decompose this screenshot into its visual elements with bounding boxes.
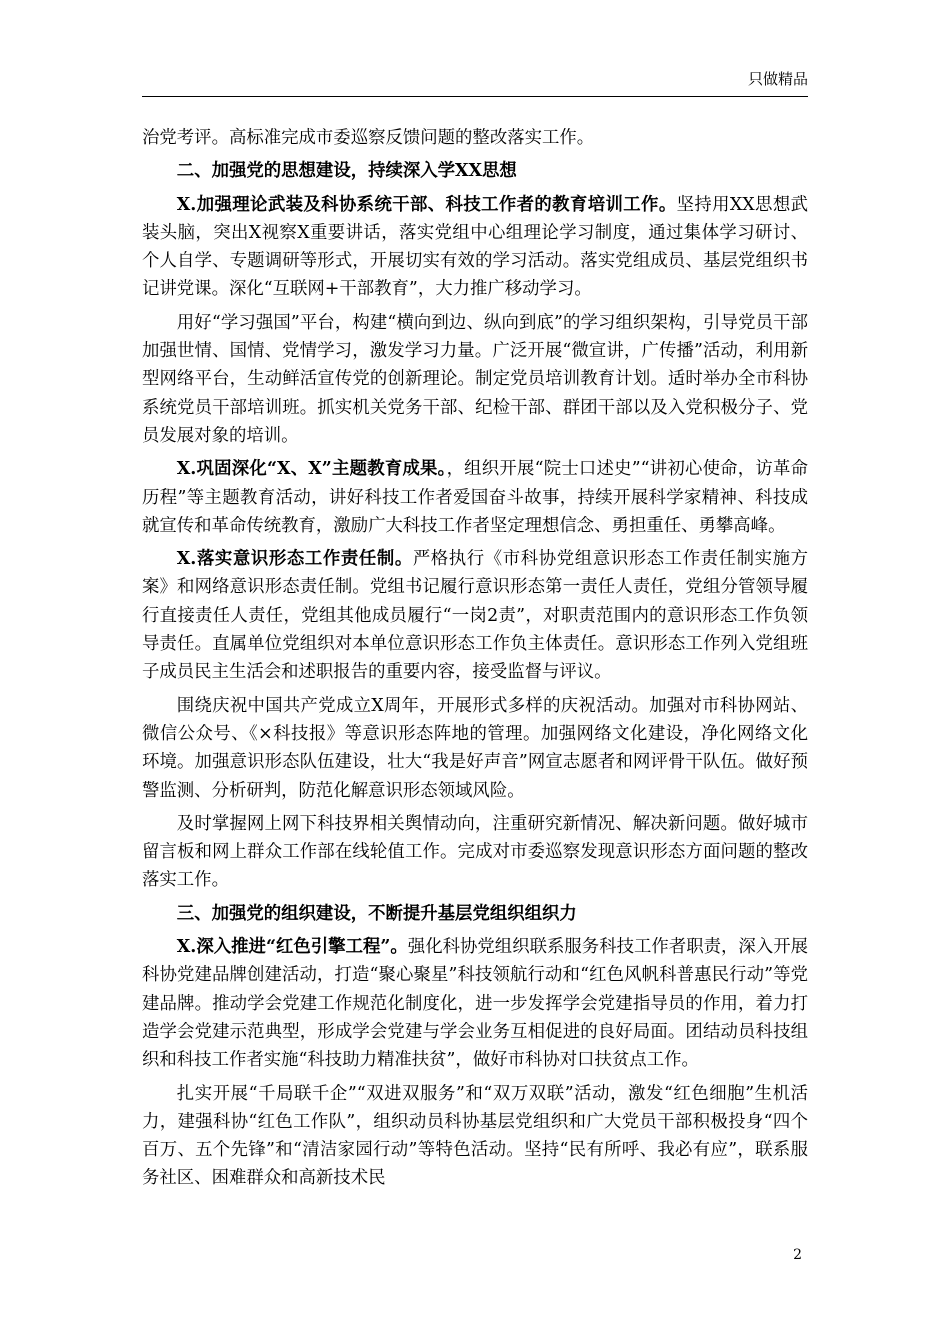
paragraph: 围绕庆祝中国共产党成立X周年，开展形式多样的庆祝活动。加强对市科协网站、微信公众号、《×科技报》等意识形态阵地的管理。加强网络文化建设，净化网络文化环境。加强意识形态队伍建设，壮大“我是好声音”网宣志愿者和网评骨干队伍。做好预警监测、分析研判，防范化解意识形态领域风险。 [142,695,808,801]
item-lead: X.巩固深化“X、X”主题教育成果。 [176,459,447,480]
section-heading: 二、加强党的思想建设，持续深入学XX思想 [176,161,517,182]
item-lead: X.深入推进“红色引擎工程”。 [176,937,408,958]
paragraph: X.巩固深化“X、X”主题教育成果。，组织开展“院士口述史”“讲初心使命，访革命历程”等主题教育活动，讲好科技工作者爱国奋斗故事，持续开展科学家精神、科技成就宣传和革命传统教育，激励广大科技工作者坚定理想信念、勇担重任、勇攀高峰。 [142,459,808,536]
paragraph: X.落实意识形态工作责任制。严格执行《市科协党组意识形态工作责任制实施方案》和网络意识形态责任制。党组书记履行意识形态第一责任人责任，党组分管领导履行直接责任人责任，党组其他成员履行“一岗2责”，对职责范围内的意识形态工作负领导责任。直属单位党组织对本单位意识形态工作负主体责任。意识形态工作列入党组班子成员民主生活会和述职报告的重要内容，接受监督与评议。 [142,549,808,683]
page-header: 只做精品 [747,70,808,88]
section-heading: 三、加强党的组织建设，不断提升基层党组织组织力 [176,903,577,924]
item-lead: X.加强理论武装及科协系统干部、科技工作者的教育培训工作。 [176,194,677,215]
paragraph: 治党考评。高标准完成市委巡察反馈问题的整改落实工作。 [142,128,595,148]
document-body [142,124,808,1198]
paragraph: 及时掌握网上网下科技界相关舆情动向，注重研究新情况、解决新问题。做好城市留言板和网上群众工作部在线轮值工作。完成对市委巡察发现意识形态方面问题的整改落实工作。 [142,813,808,891]
paragraph: X.加强理论武装及科协系统干部、科技工作者的教育培训工作。坚持用XX思想武装头脑，突出X视察X重要讲话，落实党组中心组理论学习制度，通过集体学习研讨、个人自学、专题调研等形式，开展切实有效的学习活动。落实党组成员、基层党组织书记讲党课。深化“互联网+干部教育”，大力推广移动学习。 [142,194,808,300]
paragraph: 扎实开展“千局联千企”“双进双服务”和“双万双联”活动，激发“红色细胞”生机活力，建强科协“红色工作队”，组织动员科协基层党组织和广大党员干部积极投身“四个百万、五个先锋”和“清洁家园行动”等特色活动。坚持“民有所呼、我必有应”，联系服务社区、困难群众和高新技术民 [142,1083,808,1189]
paragraph: 用好“学习强国”平台，构建“横向到边、纵向到底”的学习组织架构，引导党员干部加强世情、国情、党情学习，激发学习力量。广泛开展“微宣讲，广传播”活动，利用新型网络平台，生动鲜活宣传党的创新理论。制定党员培训教育计划。适时举办全市科协系统党员干部培训班。抓实机关党务干部、纪检干部、群团干部以及入党积极分子、党员发展对象的培训。 [142,312,808,446]
paragraph: X.深入推进“红色引擎工程”。强化科协党组织联系服务科技工作者职责，深入开展科协党建品牌创建活动，打造“聚心聚星”科技领航行动和“红色风帆科普惠民行动”等党建品牌。推动学会党建工作规范化制度化，进一步发挥学会党建指导员的作用，着力打造学会党建示范典型，形成学会党建与学会业务互相促进的良好局面。团结动员科技组织和科技工作者实施“科技助力精准扶贫”，做好市科协对口扶贫点工作。 [142,937,808,1071]
item-lead: X.落实意识形态工作责任制。 [176,549,413,570]
page-number: 2 [793,1247,802,1263]
header-divider [142,96,808,97]
